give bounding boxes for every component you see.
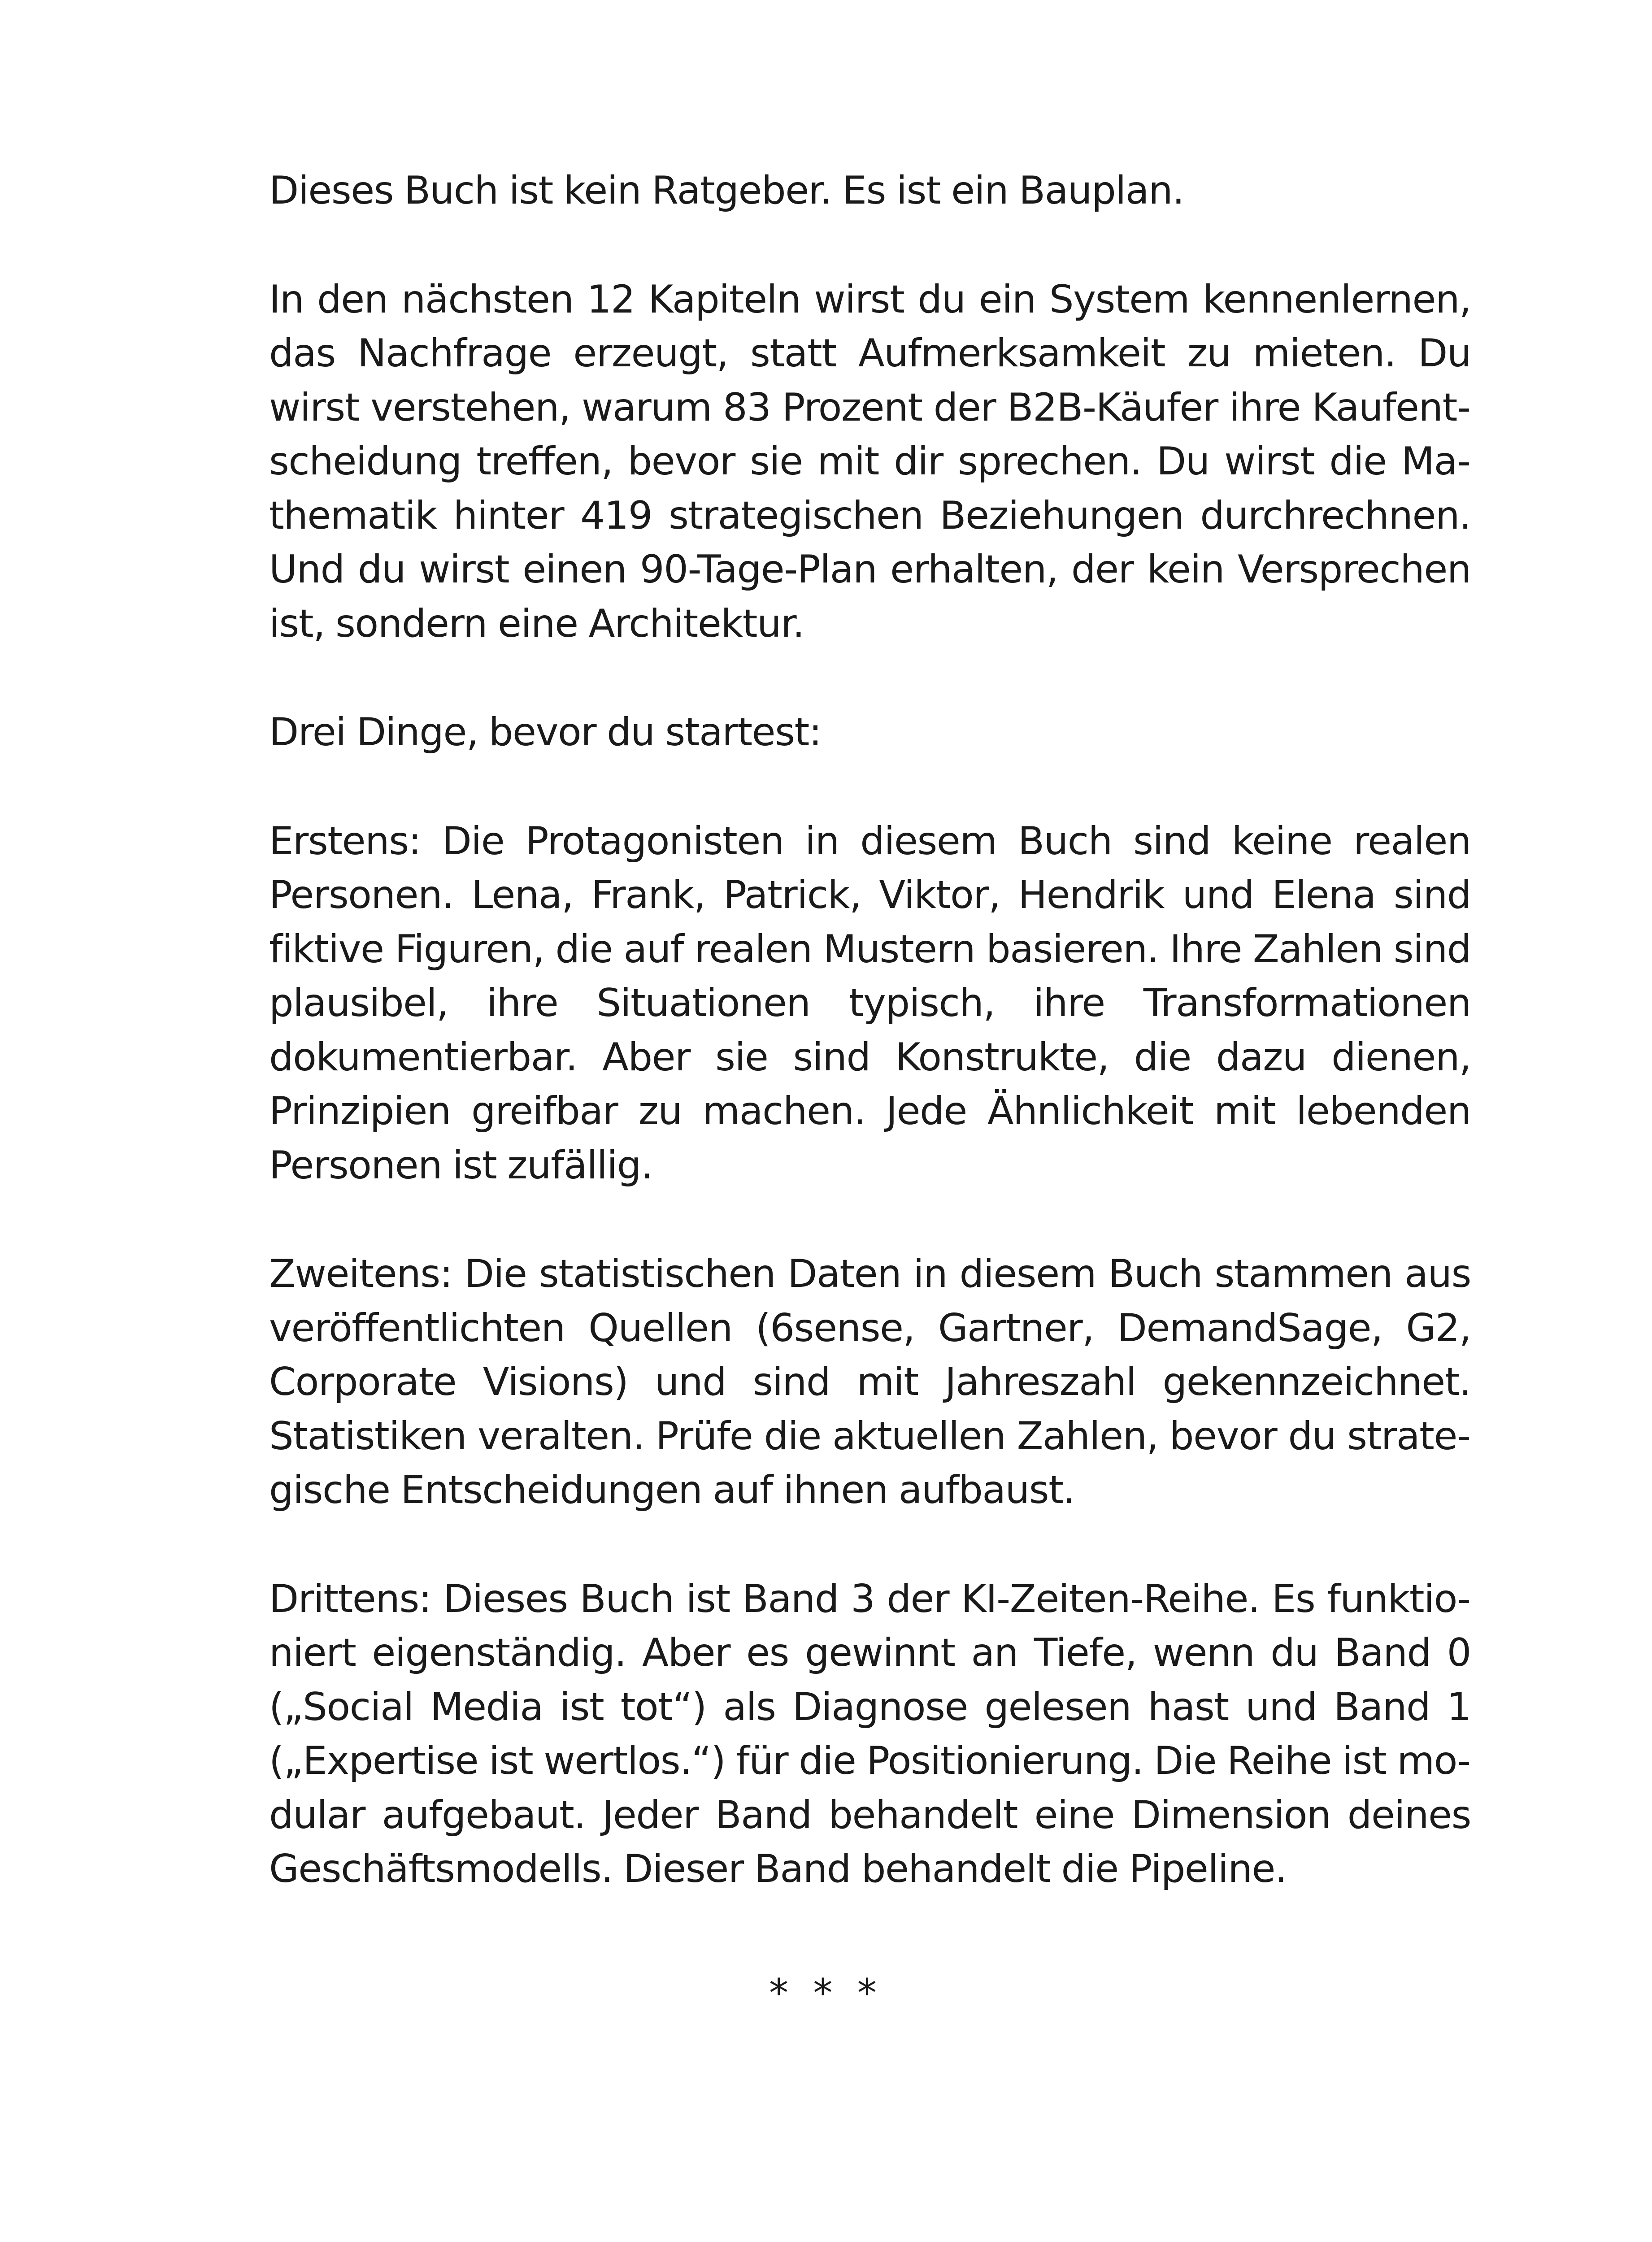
- intro-paragraph: Dieses Buch ist kein Ratgeber. Es ist ein Bauplan.: [269, 168, 1184, 213]
- body-text: [269, 164, 1471, 1951]
- three-things-heading-paragraph: Drei Dinge, bevor du startest:: [269, 710, 822, 755]
- section-separator: * * *: [769, 1971, 883, 2016]
- third-point-paragraph: Drittens: Dieses Buch ist Band 3 der KI-Zeiten-Reihe. Es funktioniert eigenständig. Aber es gewinnt an Tiefe, wenn du Band 0 („Social Media ist tot“) als Diagnose gelesen hast und Band 1 („Expertise ist wertlos.“) für die Positionierung. Die Reihe ist modular aufgebaut. Jeder Band behandelt eine Dimension deines Geschäftsmodells. Dieser Band behandelt die Pipeline.: [269, 1576, 1471, 1891]
- second-point-paragraph: Zweitens: Die statistischen Daten in diesem Buch stammen aus veröffentlichten Quellen (6sense, Gartner, DemandSage, G2, Corporate Visions) und sind mit Jahreszahl gekennzeichnet. Statistiken veralten. Prüfe die aktuellen Zahlen, bevor du strategische Entscheidungen auf ihnen aufbaust.: [269, 1251, 1471, 1512]
- first-point-paragraph: Erstens: Die Protagonisten in diesem Buch sind keine realen Personen. Lena, Frank, Patrick, Viktor, Hendrik und Elena sind fiktive Figuren, die auf realen Mustern basieren. Ihre Zahlen sind plausibel, ihre Situationen typisch, ihre Transformationen dokumentierbar. Aber sie sind Konstrukte, die dazu dienen, Prinzipien greifbar zu machen. Jede Ähnlichkeit mit lebenden Personen ist zufällig.: [269, 818, 1471, 1188]
- chapters-overview-paragraph: In den nächsten 12 Kapiteln wirst du ein System kennenlernen, das Nachfrage erzeugt, statt Aufmerksamkeit zu mieten. Du wirst verstehen, warum 83 Prozent der B2B-Käufer ihre Kaufentscheidung treffen, bevor sie mit dir sprechen. Du wirst die Mathematik hinter 419 strategischen Beziehungen durchrechnen. Und du wirst einen 90-Tage-Plan erhalten, der kein Versprechen ist, sondern eine Architektur.: [269, 277, 1471, 646]
